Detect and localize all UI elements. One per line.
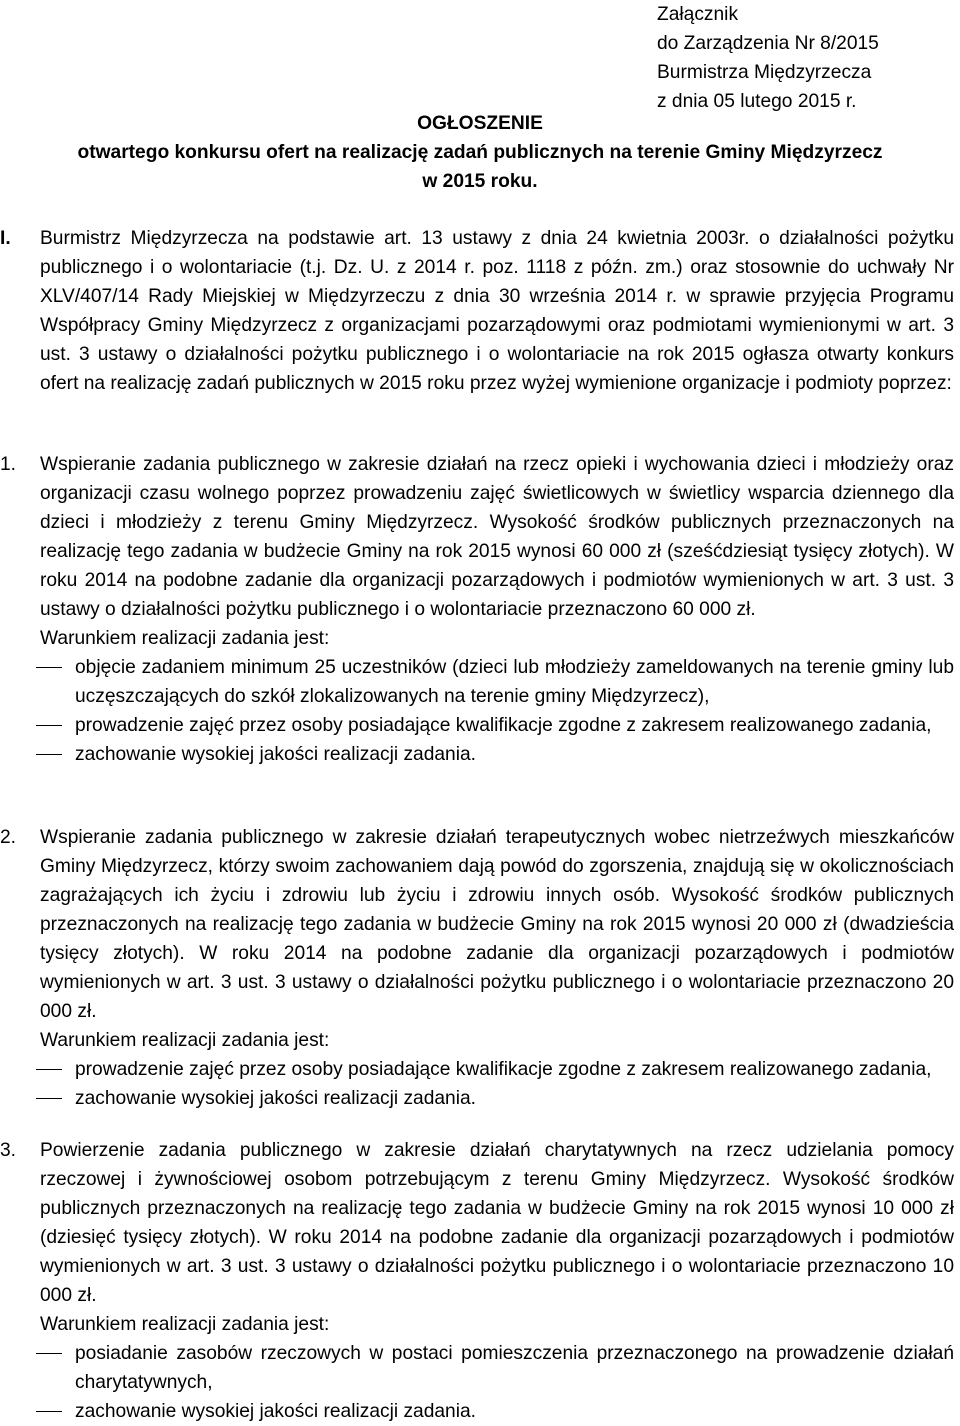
dash-bullet bbox=[36, 1411, 62, 1412]
condition-text: zachowanie wysokiej jakości realizacji zadania. bbox=[75, 1088, 476, 1109]
list-item bbox=[40, 1055, 954, 1084]
conditions-list bbox=[40, 653, 954, 769]
list-item bbox=[40, 1339, 954, 1397]
dash-bullet bbox=[36, 725, 62, 726]
condition-text: posiadanie zasobów rzeczowych w postaci pomieszczenia przeznaczonego na prowadzenie działań charytatywnych, bbox=[75, 1343, 954, 1393]
annex-line: Załącznik bbox=[657, 4, 739, 25]
condition-text: zachowanie wysokiej jakości realizacji zadania. bbox=[75, 1401, 476, 1422]
document-subtitle-year: w 2015 roku. bbox=[422, 171, 538, 192]
conditions-list bbox=[40, 1055, 954, 1113]
condition-text: prowadzenie zajęć przez osoby posiadające kwalifikacje zgodne z zakresem realizowanego zadania, bbox=[75, 1059, 932, 1080]
annex-line: do Zarządzenia Nr 8/2015 bbox=[657, 33, 879, 54]
conditions-label: Warunkiem realizacji zadania jest: bbox=[40, 1314, 330, 1335]
task-number: 1. bbox=[0, 454, 17, 475]
conditions-label: Warunkiem realizacji zadania jest: bbox=[40, 628, 330, 649]
dash-bullet bbox=[36, 667, 62, 668]
annex-line: Burmistrza Międzyrzecza bbox=[657, 62, 872, 83]
list-item bbox=[40, 740, 954, 769]
condition-text: objęcie zadaniem minimum 25 uczestników (dzieci lub młodzieży zameldowanych na terenie gminy lub uczęszczających do szkół zlokalizowanych na terenie gminy Międzyrzecz), bbox=[75, 657, 954, 707]
annex-line: z dnia 05 lutego 2015 r. bbox=[657, 91, 857, 112]
list-item bbox=[40, 653, 954, 711]
document-title: OGŁOSZENIE bbox=[417, 113, 543, 134]
task-description: Wspieranie zadania publicznego w zakresie działań terapeutycznych wobec nietrzeźwych mieszkańców Gminy Międzyrzecz, którzy swoim zachowaniem dają powód do zgorszenia, znajdują się w okolicznościach zagrażających ich życiu i zdrowiu lub życiu i zdrowiu innych osób. Wysokość środków publicznych przeznaczonych na realizację tego zadania w budżecie Gminy na rok 2015 wynosi 20 000 zł (dwadzieścia tysięcy złotych). W roku 2014 na podobne zadanie dla organizacji pozarządowych i podmiotów wymienionych w art. 3 ust. 3 ustawy o działalności pożytku publicznego i o wolontariacie przeznaczono 20 000 zł. bbox=[40, 827, 954, 1022]
document-subtitle: otwartego konkursu ofert na realizację zadań publicznych na terenie Gminy Międzyrzecz bbox=[77, 142, 883, 163]
task-number: 3. bbox=[0, 1140, 17, 1161]
condition-text: zachowanie wysokiej jakości realizacji zadania. bbox=[75, 744, 476, 765]
task-number: 2. bbox=[0, 827, 17, 848]
intro-paragraph: Burmistrz Międzyrzecza na podstawie art. 13 ustawy z dnia 24 kwietnia 2003r. o działalności pożytku publicznego i o wolontariacie (t.j. Dz. U. z 2014 r. poz. 1118 z późn. zm.) oraz stosownie do uchwały Nr XLV/407/14 Rady Miejskiej w Międzyrzeczu z dnia 30 września 2014 r. w sprawie przyjęcia Programu Współpracy Gminy Międzyrzecz z organizacjami pozarządowymi oraz podmiotami wymienionymi w art. 3 ust. 3 ustawy o działalności pożytku publicznego i o wolontariacie na rok 2015 ogłasza otwarty konkurs ofert na realizację zadań publicznych w 2015 roku przez wyżej wymienione organizacje i podmioty poprzez: bbox=[40, 228, 954, 394]
annex-header bbox=[657, 0, 879, 116]
condition-text: prowadzenie zajęć przez osoby posiadające kwalifikacje zgodne z zakresem realizowanego zadania, bbox=[75, 715, 932, 736]
dash-bullet bbox=[36, 1098, 62, 1099]
dash-bullet bbox=[36, 754, 62, 755]
section-number: I. bbox=[0, 228, 11, 249]
task-description: Powierzenie zadania publicznego w zakresie działań charytatywnych na rzecz udzielania pomocy rzeczowej i żywnościowej osobom potrzebującym z terenu Gminy Międzyrzecz. Wysokość środków publicznych przeznaczonych na realizację tego zadania w budżecie Gminy na rok 2015 wynosi 10 000 zł (dziesięć tysięcy złotych). W roku 2014 na podobne zadanie dla organizacji pozarządowych i podmiotów wymienionych w art. 3 ust. 3 ustawy o działalności pożytku publicznego i o wolontariacie przeznaczono 10 000 zł. bbox=[40, 1140, 954, 1306]
list-item bbox=[40, 1084, 954, 1113]
dash-bullet bbox=[36, 1353, 62, 1354]
conditions-list bbox=[40, 1339, 954, 1426]
conditions-label: Warunkiem realizacji zadania jest: bbox=[40, 1030, 330, 1051]
task-description: Wspieranie zadania publicznego w zakresie działań na rzecz opieki i wychowania dzieci i młodzieży oraz organizacji czasu wolnego poprzez prowadzeniu zajęć świetlicowych w świetlicy wsparcia dziennego dla dzieci i młodzieży z terenu Gminy Międzyrzecz. Wysokość środków publicznych przeznaczonych na realizację tego zadania w budżecie Gminy na rok 2015 wynosi 60 000 zł (sześćdziesiąt tysięcy złotych). W roku 2014 na podobne zadanie dla organizacji pozarządowych i podmiotów wymienionych w art. 3 ust. 3 ustawy o działalności pożytku publicznego i o wolontariacie przeznaczono 60 000 zł. bbox=[40, 454, 954, 620]
dash-bullet bbox=[36, 1069, 62, 1070]
list-item bbox=[40, 711, 954, 740]
